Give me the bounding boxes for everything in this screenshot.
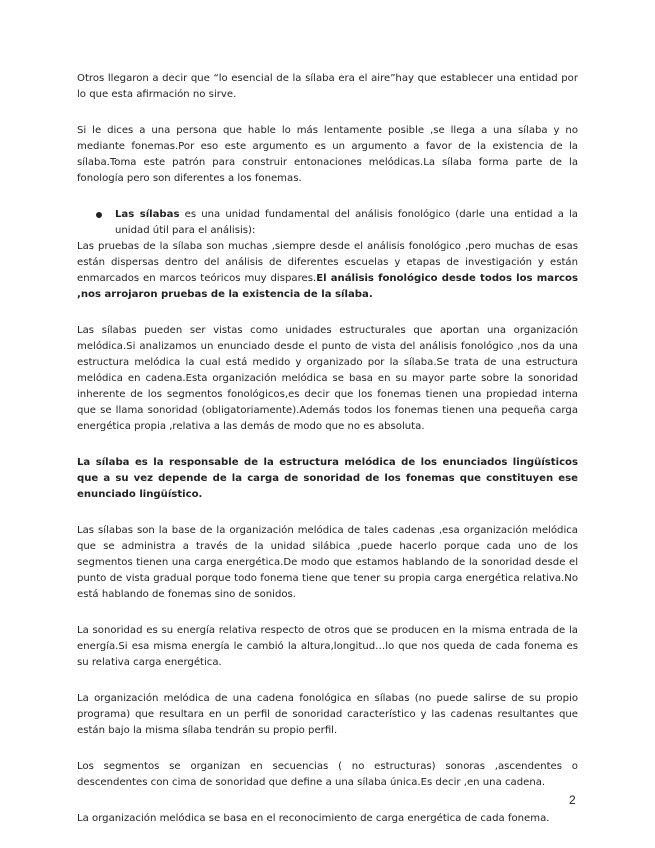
paragraph-9: Los segmentos se organizan en secuencias ( no estructuras) sonoras ,ascendentes o descendentes con cima de sonoridad que define a una sílaba única.Es decir ,en una cadena.	[77, 761, 578, 788]
paragraph-7: La sonoridad es su energía relativa respecto de otros que se producen en la misma entrada de la energía.Si esa misma energía le cambió la altura,longitud…lo que nos queda de cada fonema es su relativa carga energética.	[77, 625, 578, 668]
bullet-text: es una unidad fundamental del análisis fonológico (darle una entidad a la unidad útil para el análisis):	[115, 209, 578, 236]
bullet-dot-icon	[96, 212, 102, 218]
paragraph-3-bold: El análisis fonológico desde todos los marcos ,nos arrojaron pruebas de la existencia de la sílaba.	[77, 273, 578, 300]
bullet-item-silabas	[77, 207, 578, 239]
paragraph-4: Las sílabas pueden ser vistas como unidades estructurales que aportan una organización melódica.Si analizamos un enunciado desde el punto de vista del análisis fonológico ,nos da una estructura melódica la cual está medido y organizado por la sílaba.Se trata de una estructura melódica en cadena.Esta organización melódica se basa en su mayor parte sobre la sonoridad inherente de los segmentos fonológicos,es decir que los fonemas tienen una propiedad interna que se llama sonoridad (obligatoriamente).Además todos los fonemas tienen una pequeña carga energética propia ,relativa a las demás de modo que no es absoluta.	[77, 325, 578, 432]
paragraph-6: Las sílabas son la base de la organización melódica de tales cadenas ,esa organización melódica que se administra a través de la unidad silábica ,puede hacerlo porque cada uno de los segmentos tienen una carga energética.De modo que estamos hablando de la sonoridad desde el punto de vista gradual porque todo fonema tiene que tener su propia carga energética relativa.No está hablando de fonemas sino de sonidos.	[77, 525, 578, 600]
page-number: 2	[569, 793, 576, 807]
bullet-term: Las sílabas	[115, 209, 180, 220]
paragraph-1: Otros llegaron a decir que “lo esencial de la sílaba era el aire”hay que establecer una entidad por lo que esta afirmación no sirve.	[77, 73, 578, 100]
bullet-list	[77, 207, 578, 239]
paragraph-10: La organización melódica se basa en el reconocimiento de carga energética de cada fonema.	[77, 813, 550, 824]
paragraph-8: La organización melódica de una cadena fonológica en sílabas (no puede salirse de su propio programa) que resultara en un perfil de sonoridad característico y las cadenas resultantes que están bajo la misma sílaba tendrán su propio perfil.	[77, 693, 578, 736]
paragraph-5-bold: La sílaba es la responsable de la estructura melódica de los enunciados lingüísticos que a su vez depende de la carga de sonoridad de los fonemas que constituyen ese enunciado lingüístico.	[77, 457, 578, 500]
paragraph-3	[77, 239, 578, 303]
paragraph-3-text: Las pruebas de la sílaba son muchas ,siempre desde el análisis fonológico ,pero muchas de esas están dispersas dentro del análisis de diferentes escuelas y etapas de investigación y están enmarcados en marcos teóricos muy dispares.	[77, 241, 578, 284]
page-content	[77, 71, 578, 847]
paragraph-2: Si le dices a una persona que hable lo más lentamente posible ,se llega a una sílaba y no mediante fonemas.Por eso este argumento es un argumento a favor de la existencia de la sílaba.Toma este patrón para construir entonaciones melódicas.La sílaba forma parte de la fonología pero son diferentes a los fonemas.	[77, 125, 578, 184]
